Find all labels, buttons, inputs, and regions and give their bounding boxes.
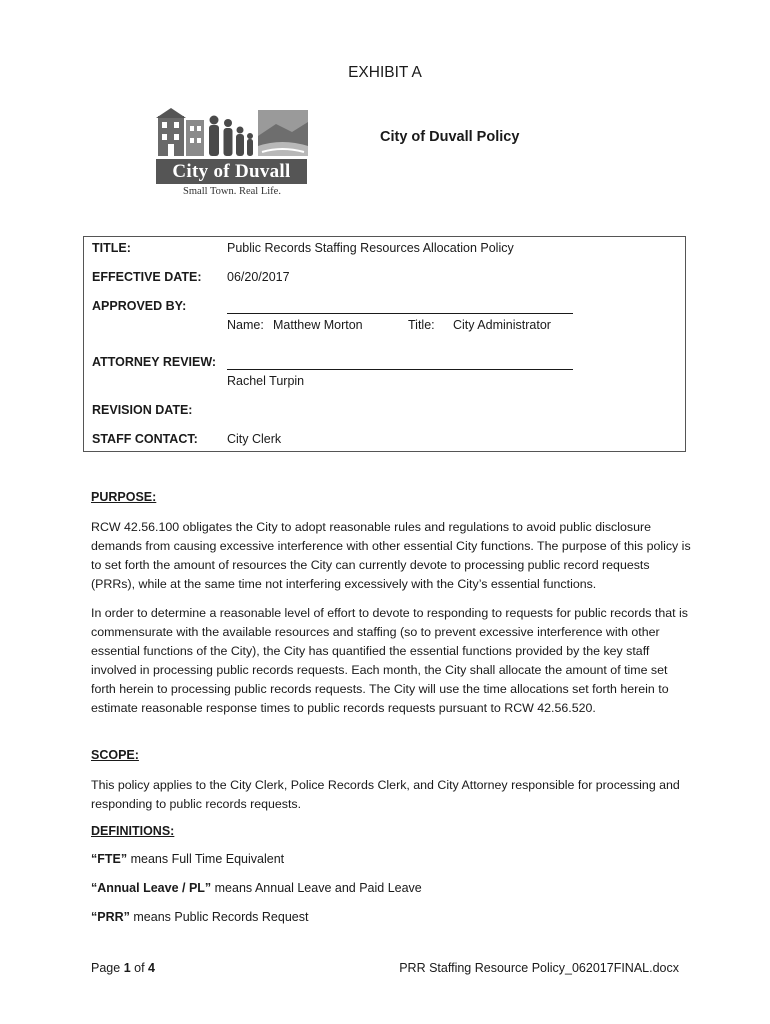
effective-date-value: 06/20/2017 — [227, 270, 290, 284]
purpose-paragraph-2: In order to determine a reasonable level of effort to devote to responding to requests for public records that is commensurate with the available resources and staffing (so to prevent excessive interference with other essential functions of the City), the City has quantified the essential functions provided by the key staff involved in processing public records requests. Each month, the City shall allocate the amount of time set forth herein to processing public records requests. The City will use the time allocations set forth herein to estimate reasonable response times to public records requests pursuant to RCW 42.56.520. — [91, 606, 688, 716]
page-total: 4 — [148, 961, 155, 975]
revision-date-label: REVISION DATE: — [92, 403, 193, 417]
definition-item — [91, 910, 308, 924]
page-current: 1 — [123, 961, 131, 975]
logo-tagline: Small Town. Real Life. — [183, 186, 281, 197]
definitions-heading: DEFINITIONS: — [91, 824, 175, 838]
staff-contact-label: STAFF CONTACT: — [92, 432, 198, 446]
approved-title: City Administrator — [453, 318, 551, 332]
logo-city-name: City of Duvall — [156, 159, 307, 184]
purpose-paragraph-1: RCW 42.56.100 obligates the City to adopt reasonable rules and regulations to avoid public disclosure demands from causing excessive interference with other essential City functions. The purpose of this policy is to set forth the amount of resources the City can currently devote to processing public record requests (PRRs), while at the same time not interfering excessively with the City’s essential functions. — [91, 520, 691, 592]
definition-term: “FTE” — [91, 852, 128, 866]
attorney-signature-line — [227, 369, 573, 370]
attorney-review-label: ATTORNEY REVIEW: — [92, 355, 217, 369]
scope-paragraph: This policy applies to the City Clerk, Police Records Clerk, and City Attorney responsible for processing and responding to public records requests. — [91, 778, 680, 812]
exhibit-heading: EXHIBIT A — [348, 64, 422, 81]
definition-text: means Public Records Request — [129, 910, 309, 924]
definition-text: means Full Time Equivalent — [127, 852, 285, 866]
page-prefix: Page — [91, 961, 121, 975]
definition-term: “Annual Leave / PL” — [91, 881, 212, 895]
approved-by-label: APPROVED BY: — [92, 299, 187, 313]
logo-graphic — [152, 106, 312, 158]
city-logo — [152, 106, 312, 202]
staff-contact-value: City Clerk — [227, 432, 282, 446]
approved-name: Matthew Morton — [273, 318, 363, 332]
attorney-name: Rachel Turpin — [227, 374, 305, 388]
scope-heading: SCOPE: — [91, 748, 139, 762]
title-label: TITLE: — [92, 241, 131, 255]
page-of: of — [134, 961, 145, 975]
approved-signature-line — [227, 313, 573, 314]
footer-filename: PRR Staffing Resource Policy_062017FINAL.docx — [399, 961, 679, 975]
page-number — [91, 961, 155, 975]
effective-date-label: EFFECTIVE DATE: — [92, 270, 202, 284]
definition-item — [91, 852, 284, 866]
policy-info-box — [83, 236, 686, 452]
approved-title-label: Title: — [408, 318, 435, 332]
title-value: Public Records Staffing Resources Allocation Policy — [227, 241, 514, 255]
approved-name-label: Name: — [227, 318, 264, 332]
definition-item — [91, 881, 422, 895]
policy-title: City of Duvall Policy — [380, 129, 520, 145]
definition-text: means Annual Leave and Paid Leave — [211, 881, 422, 895]
purpose-heading: PURPOSE: — [91, 490, 157, 504]
definition-term: “PRR” — [91, 910, 130, 924]
